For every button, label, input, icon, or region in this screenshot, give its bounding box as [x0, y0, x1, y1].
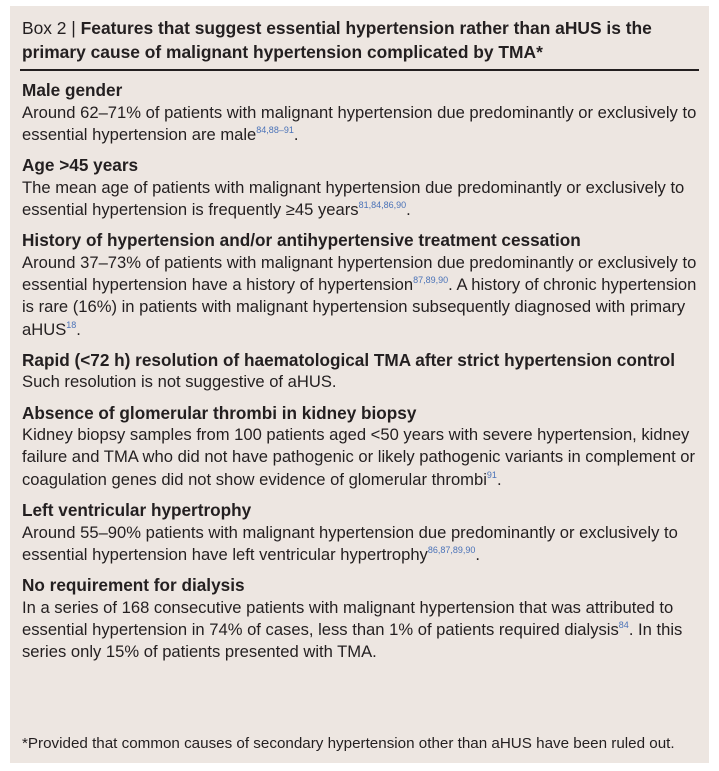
- section-body: [22, 371, 702, 393]
- section-body: [22, 522, 702, 567]
- section-body: [22, 252, 702, 341]
- reference-citation[interactable]: 91: [486, 469, 497, 480]
- footnote: *Provided that common causes of secondary hypertension other than aHUS have been ruled out.: [22, 735, 675, 752]
- section-heading: Absence of glomerular thrombi in kidney biopsy: [22, 402, 417, 423]
- section-heading: Left ventricular hypertrophy: [22, 500, 252, 521]
- body-text: Such resolution is not suggestive of aHUS.: [22, 372, 337, 392]
- body-text-continued: . A history of chronic hypertension is rare (16%) in patients with malignant hypertension subsequently diagnosed with primary aHUS: [22, 274, 697, 339]
- box-2-panel: [10, 6, 709, 763]
- section-glomerular-thrombi: [22, 402, 702, 491]
- section-heading: Male gender: [22, 80, 123, 100]
- reference-citation[interactable]: 81,84,86,90: [358, 199, 407, 210]
- section-history-of-hypertension: [22, 229, 702, 341]
- section-heading: Rapid (<72 h) resolution of haematological TMA after strict hypertension control: [22, 349, 676, 370]
- body-text-continued: . In this series only 15% of patients presented with TMA.: [22, 619, 683, 662]
- body-tail: .: [76, 319, 81, 339]
- section-body: [22, 597, 702, 664]
- section-body: [22, 177, 702, 222]
- section-rapid-resolution: [22, 349, 702, 394]
- section-left-ventricular-hypertrophy: [22, 499, 702, 566]
- reference-citation[interactable]: 87,89,90: [413, 274, 449, 285]
- box-content: [22, 79, 702, 672]
- body-tail: .: [406, 199, 411, 219]
- body-tail: .: [475, 544, 481, 564]
- body-text: Around 62–71% of patients with malignant hypertension due predominantly or exclusively to essential hypertension are male: [22, 102, 697, 144]
- box-title: [22, 16, 702, 64]
- section-heading: History of hypertension and/or antihypertensive treatment cessation: [22, 230, 581, 251]
- body-text: The mean age of patients with malignant hypertension due predominantly or exclusively to essential hypertension is frequently ≥45 years: [22, 177, 685, 219]
- section-body: [22, 102, 702, 147]
- body-text: Around 55–90% patients with malignant hypertension due predominantly or exclusively to essential hypertension have left ventricular hypertrophy: [22, 522, 678, 564]
- reference-citation[interactable]: 84: [618, 619, 629, 630]
- reference-citation[interactable]: 84,88–91: [256, 124, 294, 135]
- reference-citation[interactable]: 18: [66, 319, 77, 330]
- section-male-gender: [22, 79, 702, 146]
- box-label: Box 2 |: [22, 18, 81, 38]
- title-divider: [20, 69, 699, 71]
- section-heading: No requirement for dialysis: [22, 575, 245, 596]
- body-text: Around 37–73% of patients with malignant hypertension due predominantly or exclusively to essential hypertension have a history of hypertension: [22, 252, 697, 294]
- section-no-dialysis: [22, 574, 702, 663]
- section-body: [22, 424, 702, 491]
- section-age: [22, 154, 702, 221]
- reference-citation[interactable]: 86,87,89,90: [427, 544, 476, 555]
- box-title-text: Features that suggest essential hypertension rather than aHUS is the primary cause of malignant hypertension complicated by TMA*: [22, 18, 652, 62]
- body-tail: .: [293, 124, 299, 144]
- body-text: In a series of 168 consecutive patients with malignant hypertension that was attributed to essential hypertension in 74% of cases, less than 1% of patients required dialysis: [22, 597, 674, 639]
- body-text: Kidney biopsy samples from 100 patients aged <50 years with severe hypertension, kidney failure and TMA who did not have pathogenic or likely pathogenic variants in complement or coagulation genes did not show evidence of glomerular thrombi: [22, 425, 696, 489]
- section-heading: Age >45 years: [22, 155, 139, 176]
- body-tail: .: [496, 469, 502, 489]
